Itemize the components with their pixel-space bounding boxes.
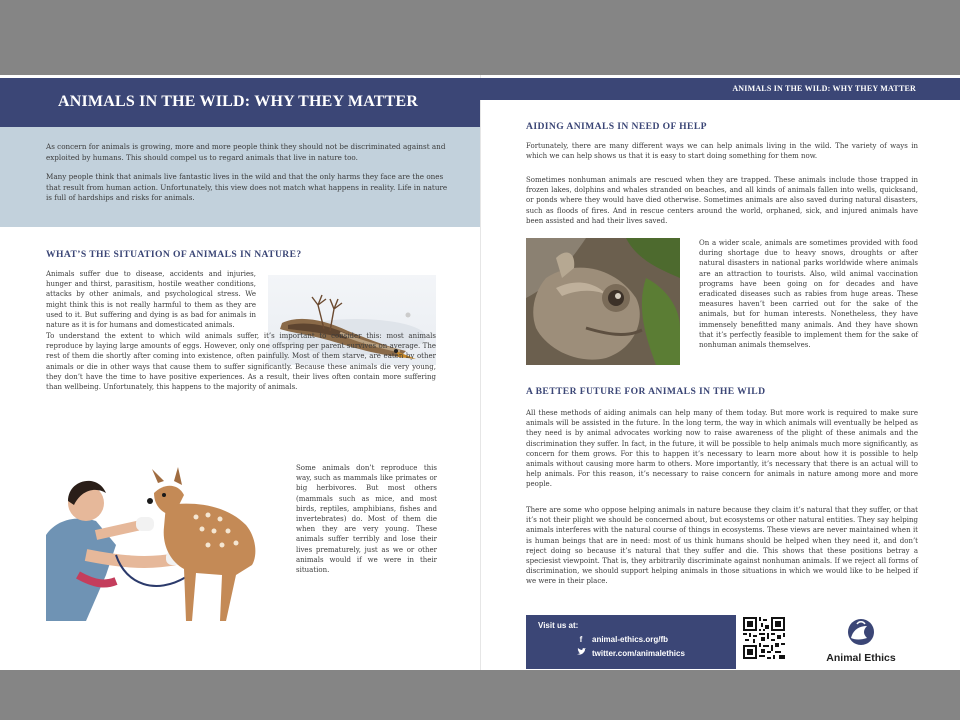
facebook-link[interactable] — [576, 635, 668, 644]
body-paragraph: On a wider scale, animals are sometimes provided with food during shortage due to heavy snows, droughts or after natural disasters in national parks worldwide where animals are an attraction to tourists. Also, wild animal vaccination programs have been going on for decades and have eradicated diseases such as rabies from huge areas. These measures haven’t been carried out for the sake of the animals, but for human interests. Nonetheless, they have immensely benefitted many animals. And they have shown that it’s perfectly feasible to implement them for the sake of nonhuman animals themselves. — [699, 239, 918, 350]
intro-box — [0, 127, 480, 227]
body-paragraph: There are some who oppose helping animals in nature because they claim it’s natural that they suffer, or that it’s not their plight we should be concerned about, but ecosystems or other natural entities. They say helping animals interferes with the natural course of things in ecosystems. These views are never maintained when it is human beings that are in need: most of us think humans should be helped when they need it, and don’t reject doing so because it’s natural that they suffer and die. This shows that these positions betray a speciesist viewpoint. That is, they arbitrarily discriminate against nonhuman animals. If we reject all forms of discrimination, we should support helping animals in those situations in which we would like to be helped if we were in their place. — [526, 506, 918, 586]
twitter-link[interactable] — [576, 648, 685, 658]
section-heading-aiding: AIDING ANIMALS IN NEED OF HELP — [526, 121, 707, 132]
brochure-spread — [0, 75, 960, 670]
body-paragraph: To understand the extent to which wild animals suffer, it’s important to consider this: most animals reproduce by laying large amounts of eggs. However, only one offspring per parent survives on average. The rest of them die shortly after coming into existence, often painfully. Most of them starve, are eaten by other animals or die in other ways that cause them to suffer significantly. Because these animals die very young, they don’t have the time to have positive experiences. As a result, their lives often contain more suffering than wellbeing. Unfortunately, this happens to the majority of animals. — [46, 332, 436, 392]
intro-paragraph: As concern for animals is growing, more and more people think they should not be discriminated against and exploited by humans. This should compel us to regard animals that live in nature too. — [46, 142, 446, 162]
body-paragraph: Animals suffer due to disease, accidents and injuries, hunger and thirst, parasitism, hostile weather conditions, attacks by other animals, and psychological stress. We might think this is not really harmful to them as they are used to it. But suffering and dying is as bad for animals in nature as it is for humans and domesticated animals. — [46, 270, 256, 330]
page-title: ANIMALS IN THE WILD: WHY THEY MATTER — [58, 93, 419, 110]
facebook-url[interactable]: animal-ethics.org/fb — [592, 635, 669, 644]
section-heading-better-future: A BETTER FUTURE FOR ANIMALS IN THE WILD — [526, 386, 766, 397]
running-head — [480, 78, 960, 100]
qr-code[interactable] — [743, 617, 785, 659]
facebook-icon: f — [579, 635, 583, 644]
visit-label: Visit us at: — [538, 621, 579, 630]
title-banner — [0, 78, 480, 127]
page-divider — [480, 75, 481, 670]
intro-paragraph: Many people think that animals live fantastic lives in the wild and that the only harms they face are the ones that result from human action. Unfortunately, this view does not match what happens in reality. Life in nature is full of hardships and risks for animals. — [46, 172, 448, 203]
body-paragraph: Sometimes nonhuman animals are rescued when they are trapped. These animals include those trapped in frozen lakes, dolphins and whales stranded on beaches, and all kinds of animals fallen into wells, quicksand, or ponds where they would have died otherwise. Sometimes animals are also saved during natural disasters, such as floods of fires. And in rescue centers around the world, orphaned, sick, and injured animals have been assisted and had their lives saved. — [526, 176, 918, 225]
section-heading-situation: WHAT’S THE SITUATION OF ANIMALS IN NATURE? — [46, 249, 302, 260]
body-paragraph: All these methods of aiding animals can help many of them today. But more work is required to make sure animals will be assisted in the future. In the long term, the way in which animals will eventually be helped as they need is by animal advocates working now to raise awareness of the plight of these animals and the discrimination they suffer. In fact, in the future, it will be possible to help animals much more significantly, as concern for them grows. For this to happen it’s necessary to learn more about how it is possible to help animals without causing more harm to others. More importantly, it’s necessary that there is an actual will to help animals. For this reason, it’s necessary to raise concern for animals in nature among more and more people. — [526, 409, 918, 489]
logo-wordmark: Animal Ethics — [826, 652, 896, 664]
body-paragraph: Fortunately, there are many different ways we can help animals living in the wild. The variety of ways in which we can help shows us that it is easy to start doing something for them now. — [526, 142, 918, 161]
twitter-url[interactable]: twitter.com/animalethics — [592, 648, 685, 658]
contact-box — [526, 615, 736, 669]
body-paragraph: Some animals don’t reproduce this way, such as mammals like primates or big herbivores. But most others (mammals such as mice, and most birds, reptiles, amphibians, fishes and invertebrates) do. Most of them die when they are very young. These animals suffer terribly and lose their lives prematurely, just as we or other animals would if we were in their situation. — [296, 464, 437, 575]
rabbit-image — [526, 238, 680, 365]
vet-with-fawn-image — [46, 465, 272, 621]
running-head-title: ANIMALS IN THE WILD: WHY THEY MATTER — [732, 84, 916, 93]
animal-ethics-logo — [815, 616, 915, 666]
twitter-bird-icon — [576, 648, 586, 658]
